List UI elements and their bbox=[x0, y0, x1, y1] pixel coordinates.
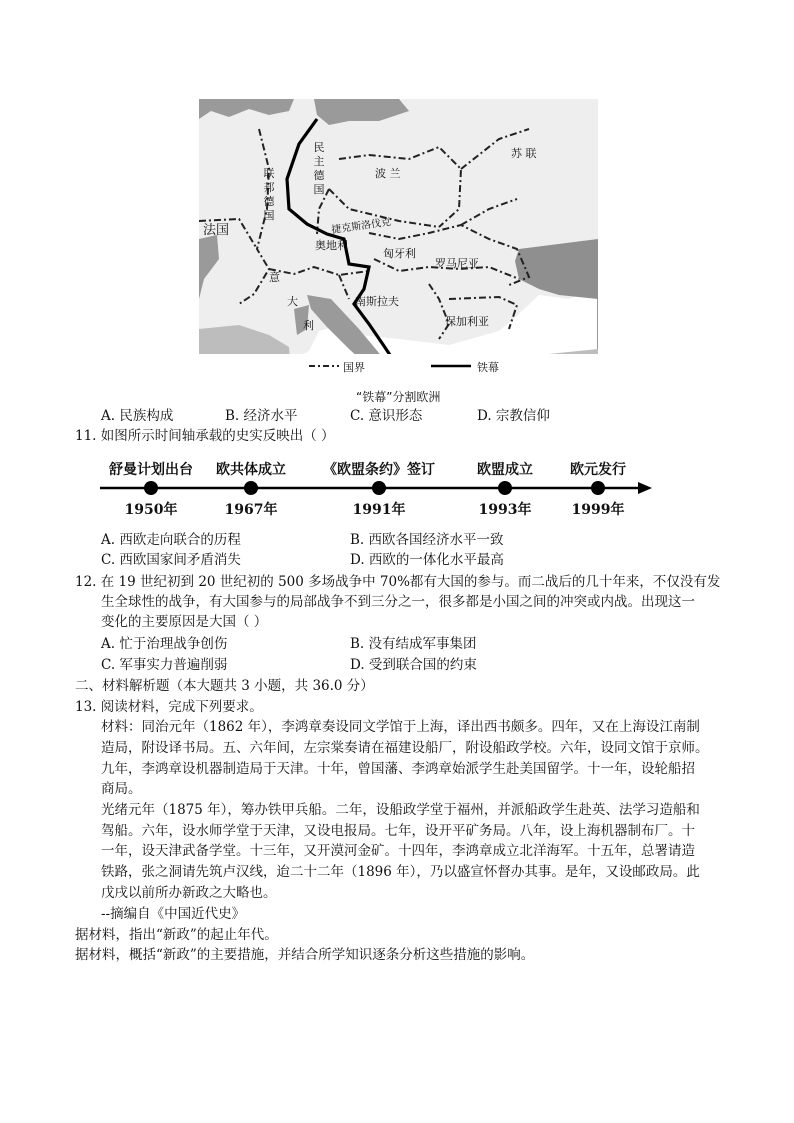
map-caption: “铁幕”分割欧洲 bbox=[356, 390, 441, 404]
q10-option-c[interactable]: C. 意识形态 bbox=[350, 408, 423, 424]
q13-source: --摘编自《中国近代史》 bbox=[101, 906, 246, 922]
q10-option-a[interactable]: A. 民族构成 bbox=[101, 408, 174, 424]
timeline-event-2: 欧共体成立 bbox=[216, 462, 286, 478]
q13-material-line-7: 一年，设天津武备学堂。十三年，又开漠河金矿。十四年，李鸿章成立北洋海军。十五年，总署请造 bbox=[101, 843, 695, 859]
q13-material-line-3: 九年，李鸿章设机器制造局于天津。十年，曾国藩、李鸿章始派学生赴美国留学。十一年，设轮船招 bbox=[101, 761, 695, 777]
q13-material-line-6: 驾船。六年，设水师学堂于天津，又设电报局。七年，设开平矿务局。八年，设上海机器制布厂。十 bbox=[101, 823, 695, 839]
timeline-event-3: 《欧盟条约》签订 bbox=[323, 462, 435, 478]
q13-material-line-2: 造局，附设译书局。五、六年间，左宗棠奏请在福建设船厂，附设船政学校。六年，设同文馆于京师。 bbox=[101, 740, 709, 756]
label-austria: 奥地利 bbox=[315, 239, 348, 252]
q12-option-c[interactable]: C. 军事实力普遍削弱 bbox=[101, 657, 228, 673]
label-frg: 联邦德国 bbox=[263, 167, 275, 222]
timeline-event-5: 欧元发行 bbox=[570, 462, 626, 478]
q10-option-d[interactable]: D. 宗教信仰 bbox=[477, 408, 550, 424]
label-france: 法国 bbox=[203, 223, 230, 238]
timeline-year-2: 1967年 bbox=[224, 502, 278, 518]
q11-option-c[interactable]: C. 西欧国家间矛盾消失 bbox=[101, 552, 241, 568]
timeline-year-5: 1999年 bbox=[571, 502, 625, 518]
label-gdr: 民主德国 bbox=[313, 141, 325, 196]
q13-task-2: 据材料，概括“新政”的主要措施，并结合所学知识逐条分析这些措施的影响。 bbox=[75, 947, 535, 963]
label-hungary: 匈牙利 bbox=[383, 247, 416, 260]
q12-option-d[interactable]: D. 受到联合国的约束 bbox=[350, 657, 477, 673]
label-ussr: 苏 联 bbox=[511, 147, 537, 160]
label-czech: 捷克斯洛伐克 bbox=[330, 216, 392, 237]
timeline-event-1: 舒曼计划出台 bbox=[109, 462, 193, 478]
q13-stem: 13. 阅读材料，完成下列要求。 bbox=[75, 699, 263, 715]
timeline-year-3: 1991年 bbox=[352, 502, 406, 518]
q12-option-b[interactable]: B. 没有结成军事集团 bbox=[350, 636, 477, 652]
q11-option-d[interactable]: D. 西欧的一体化水平最高 bbox=[350, 552, 504, 568]
label-poland: 波 兰 bbox=[375, 167, 401, 180]
q13-material-line-9: 戊戌以前所办新政之大略也。 bbox=[101, 885, 277, 901]
label-romania: 罗马尼亚 bbox=[435, 257, 479, 270]
q12-stem-line-3: 变化的主要原因是大国（ ） bbox=[101, 614, 268, 630]
q13-material-line-4: 商局。 bbox=[101, 781, 142, 797]
label-yugoslavia: 南斯拉夫 bbox=[355, 295, 399, 308]
legend-curtain-label: 铁幕 bbox=[477, 361, 499, 374]
q13-material-line-5: 光绪元年（1875 年），筹办铁甲兵船。二年，设船政学堂于福州，并派船政学生赴英、法学习造船和 bbox=[101, 802, 700, 818]
q12-stem-line-1: 12. 在 19 世纪初到 20 世纪初的 500 多场战争中 70%都有大国的参与。而二战后的几十年来，不仅没有发 bbox=[75, 574, 721, 590]
section-2-heading: 二、材料解析题（本大题共 3 小题，共 36.0 分） bbox=[75, 678, 374, 694]
label-italy-2: 大 bbox=[287, 295, 298, 308]
q10-option-b[interactable]: B. 经济水平 bbox=[225, 408, 298, 424]
label-italy-1: 意 bbox=[269, 271, 280, 284]
q13-task-1: 据材料，指出“新政”的起止年代。 bbox=[75, 927, 278, 943]
timeline-axis bbox=[100, 478, 655, 498]
timeline-year-4: 1993年 bbox=[478, 502, 532, 518]
q11-stem: 11. 如图所示时间轴承载的史实反映出（ ） bbox=[75, 428, 335, 444]
label-bulgaria: 保加利亚 bbox=[445, 315, 489, 328]
q12-option-a[interactable]: A. 忙于治理战争创伤 bbox=[101, 636, 228, 652]
legend-border-label: 国界 bbox=[343, 361, 365, 374]
q13-material-line-1: 材料：同治元年（1862 年），李鸿章奏设同文学馆于上海，译出西书颇多。四年，又在上海设江南制 bbox=[101, 719, 700, 735]
q13-material-line-8: 铁路，张之洞请先筑卢汉线，迨二十二年（1896 年），乃以盛宣怀督办其事。是年，又设邮政局。此 bbox=[101, 864, 700, 880]
label-italy-3: 利 bbox=[303, 319, 314, 332]
q12-stem-line-2: 生全球性的战争，有大国参与的局部战争不到三分之一，很多都是小国之间的冲突或内战。出现这一 bbox=[101, 594, 695, 610]
timeline-year-1: 1950年 bbox=[124, 502, 178, 518]
map-graphic bbox=[199, 99, 598, 376]
iron-curtain-map bbox=[199, 99, 598, 376]
timeline-event-4: 欧盟成立 bbox=[477, 462, 533, 478]
q11-option-a[interactable]: A. 西欧走向联合的历程 bbox=[101, 532, 241, 548]
q11-option-b[interactable]: B. 西欧各国经济水平一致 bbox=[350, 532, 504, 548]
